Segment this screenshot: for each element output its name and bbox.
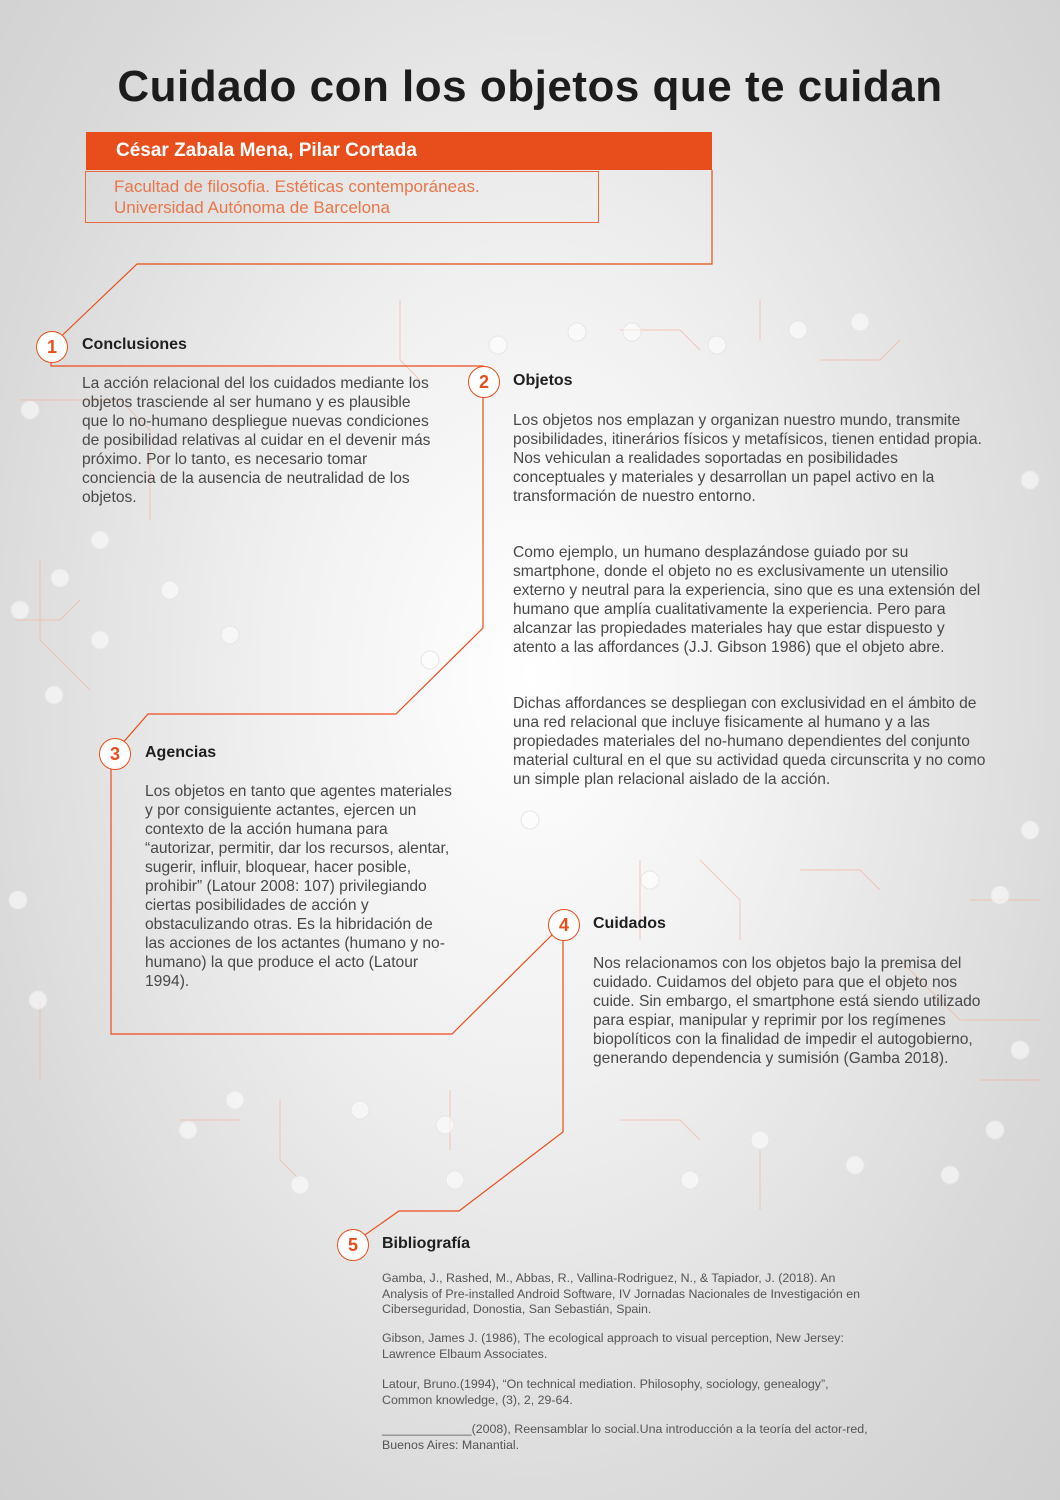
agencias-paragraph: Los objetos en tanto que agentes materiales y por consiguiente actantes, ejercen un contexto de la acción humana para “autorizar, permitir, dar los recursos, alentar, sugerir, influir, bloquear, hacer posible, prohibir” (Latour 2008: 107) privilegiando ciertas posibilidades de acción y obstaculizando otras. Es la hibridación de las acciones de los actantes (humano y no-humano) la que produce el acto (Latour 1994). <box>145 783 452 990</box>
bibliography-entry: _____________(2008), Reensamblar lo social.Una introducción a la teoría del actor-red, Buenos Aires: Manantial. <box>382 1422 868 1452</box>
objetos-paragraph-1: Los objetos nos emplazan y organizan nuestro mundo, transmite posibilidades, itinerários físicos y metafísicos, tienen entidad propia. Nos vehiculan a realidades soportadas en posibilidades conceptuales y materiales y desarrollan un papel activo en la transformación de nuestro entorno. <box>513 412 982 505</box>
conclusiones-paragraph: La acción relacional del los cuidados mediante los objetos trasciende al ser humano y es plausible que lo no-humano despliegue nuevas condiciones de posibilidad relativas al cuidar en el devenir más próximo. Por lo tanto, es necesario tomar conciencia de la ausencia de neutralidad de los objetos. <box>82 375 431 506</box>
objetos-paragraph-3: Dichas affordances se despliegan con exclusividad en el ámbito de una red relacional que incluye fisicamente al humano y a las propiedades materiales del no-humano dependientes del conjunto material cultural en el que su actividad queda circunscrita y no como un simple plan relacional aislado de la acción. <box>513 695 986 788</box>
section-number-5: 5 <box>337 1229 369 1261</box>
section-title-conclusiones: Conclusiones <box>82 336 187 353</box>
affiliation-line-2: Universidad Autónoma de Barcelona <box>114 198 390 217</box>
bibliography-entry: Gibson, James J. (1986), The ecological approach to visual perception, New Jersey: Lawrence Elbaum Associates. <box>382 1331 844 1361</box>
bibliography-entry: Latour, Bruno.(1994), “On technical mediation. Philosophy, sociology, genealogy”, Common knowledge, (3), 2, 29-64. <box>382 1377 829 1407</box>
section-title-bibliografia: Bibliografía <box>382 1235 471 1252</box>
authors-banner: César Zabala Mena, Pilar Cortada <box>86 132 712 170</box>
affiliation-line-1: Facultad de filosofia. Estéticas contemporáneas. <box>114 177 480 196</box>
section-title-cuidados: Cuidados <box>593 915 666 932</box>
objetos-paragraph-2: Como ejemplo, un humano desplazándose guiado por su smartphone, donde el objeto no es exclusivamente un utensilio externo y neutral para la experiencia, sino que es una extensión del humano que amplía cualitativamente la experiencia. Pero para alcanzar las propiedades materiales hay que estar dispuesto y atento a las affordances (J.J. Gibson 1986) que el objeto abre. <box>513 544 981 656</box>
affiliation-box <box>85 171 599 223</box>
section-number-2: 2 <box>468 366 500 398</box>
cuidados-paragraph: Nos relacionamos con los objetos bajo la premisa del cuidado. Cuidamos del objeto para que el objeto nos cuide. Sin embargo, el smartphone está siendo utilizado para espiar, manipular y reprimir por los regímenes biopolíticos con la finalidad de impedir el autogobierno, generando dependencia y sumisión (Gamba 2018). <box>593 955 981 1067</box>
bibliography-entry: Gamba, J., Rashed, M., Abbas, R., Vallina-Rodriguez, N., & Tapiador, J. (2018). An Analysis of Pre-installed Android Software, IV Jornadas Nacionales de Investigación en Ciberseguridad, Donostia, San Sebastián, Spain. <box>382 1271 860 1316</box>
section-number-1: 1 <box>36 331 68 363</box>
section-title-objetos: Objetos <box>513 372 573 389</box>
poster-title: Cuidado con los objetos que te cuidan <box>117 62 943 111</box>
section-title-agencias: Agencias <box>145 744 217 761</box>
section-number-4: 4 <box>548 909 580 941</box>
section-number-3: 3 <box>99 738 131 770</box>
